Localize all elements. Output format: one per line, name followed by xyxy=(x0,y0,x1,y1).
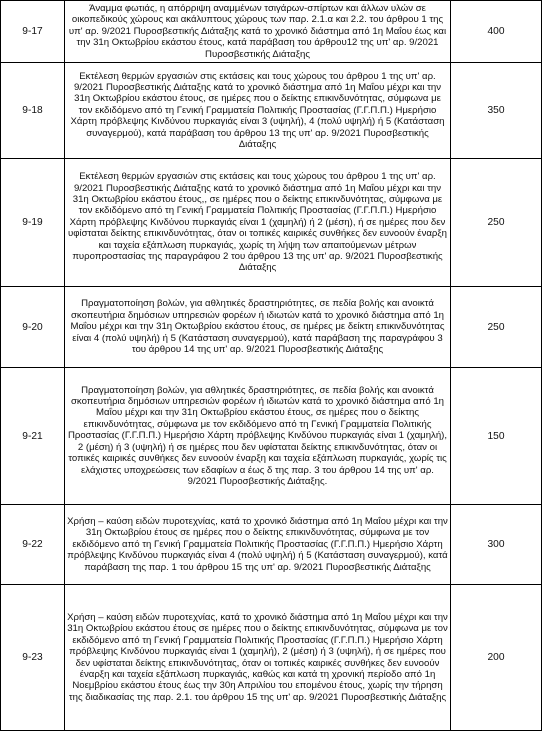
violation-code: 9-22 xyxy=(1,505,65,585)
table-row xyxy=(1,287,542,368)
violation-code: 9-21 xyxy=(1,368,65,505)
fine-amount: 300 xyxy=(451,505,542,585)
fine-amount: 250 xyxy=(451,159,542,287)
table-row xyxy=(1,159,542,287)
table-row xyxy=(1,505,542,585)
violation-description: Πραγματοποίηση βολών, για αθλητικές δραστηριότητες, σε πεδία βολής και ανοικτά σκοπευτήρια δημόσιων υπηρεσιών φορέων ή ιδιωτών κατά το χρονικό διάστημα από 1η Μαΐου μέχρι και την 31η Οκτωβρίου εκάστου έτους, σε ημέρες που ο δείκτης επικινδυνότητας, σύμφωνα με τον εκδιδόμενο από τη Γενική Γραμματεία Πολιτικής Προστασίας (Γ.Γ.Π.Π.) Ημερήσιο Χάρτη πρόβλεψης Κινδύνου πυρκαγιάς είναι 1 (χαμηλή), 2 (μέση) ή 3 (υψηλή) ή σε ημέρες που δεν υφίσταται δείκτης επικινδυνότητας, όταν οι τοπικές καιρικές συνθήκες δεν ευνοούν έναρξη και ταχεία εξάπλωση πυρκαγιάς, χωρίς τις ελάχιστες υποχρεώσεις των εδαφίων α έως δ της παρ. 3 του άρθρου 14 της υπ' αρ. 9/2021 Πυροσβεστικής Διάταξης. xyxy=(65,368,451,505)
table-row xyxy=(1,368,542,505)
violation-description: Πραγματοποίηση βολών, για αθλητικές δραστηριότητες, σε πεδία βολής και ανοικτά σκοπευτήρια δημόσιων υπηρεσιών φορέων ή ιδιωτών κατά το χρονικό διάστημα από 1η Μαΐου μέχρι και την 31η Οκτωβρίου εκάστου έτους, σε ημέρες με δείκτη επικινδυνότητας είναι 4 (πολύ υψηλή) ή 5 (Κατάσταση συναγερμού), κατά παράβαση της παραγράφου 3 του άρθρου 14 της υπ' αρ. 9/2021 Πυροσβεστικής Διάταξης xyxy=(65,287,451,368)
violation-code: 9-23 xyxy=(1,585,65,731)
fine-amount: 200 xyxy=(451,585,542,731)
violation-description: Άναμμα φωτιάς, η απόρριψη αναμμένων τσιγάρων-σπίρτων και άλλων υλών σε οικοπεδικούς χώρους και ακάλυπτους χώρους των παρ. 2.1.α και 2.2. του άρθρου 1 της υπ' αρ. 9/2021 Πυροσβεστικής Διάταξης κατά το χρονικό διάστημα από 1η Μαΐου έως και την 31η Οκτωβρίου εκάστου έτους, κατά παράβαση του άρθρου12 της υπ' αρ. 9/2021 Πυροσβεστικής Διάταξης xyxy=(65,1,451,63)
violation-description: Εκτέλεση θερμών εργασιών στις εκτάσεις και τους χώρους του άρθρου 1 της υπ' αρ. 9/2021 Πυροσβεστικής Διάταξης κατά το χρονικό διάστημα από 1η Μαΐου μέχρι και την 31η Οκτωβρίου εκάστου έτους,, σε ημέρες που ο δείκτης επικινδυνότητας, σύμφωνα με τον εκδιδόμενο από τη Γενική Γραμματεία Πολιτικής Προστασίας (Γ.Γ.Π.Π.) Ημερήσιο Χάρτη πρόβλεψης Κινδύνου πυρκαγιάς είναι 1 (χαμηλή) ή 2 (μέση), ή σε ημέρες που δεν υφίσταται δείκτης επικινδυνότητας, όταν οι τοπικές καιρικές συνθήκες δεν ευνοούν έναρξη και ταχεία εξάπλωση πυρκαγιάς, χωρίς τη λήψη των απαιτούμενων μέτρων πυροπροστασίας της παραγράφου 2 του άρθρου 13 της υπ' αρ. 9/2021 Πυροσβεστικής Διάταξης xyxy=(65,159,451,287)
fine-amount: 400 xyxy=(451,1,542,63)
violation-code: 9-17 xyxy=(1,1,65,63)
table-row xyxy=(1,63,542,159)
fine-amount: 250 xyxy=(451,287,542,368)
violation-code: 9-20 xyxy=(1,287,65,368)
fine-amount: 350 xyxy=(451,63,542,159)
violation-description: Εκτέλεση θερμών εργασιών στις εκτάσεις και τους χώρους του άρθρου 1 της υπ' αρ. 9/2021 Πυροσβεστικής Διάταξης κατά το χρονικό διάστημα από 1η Μαΐου μέχρι και την 31η Οκτωβρίου εκάστου έτους, σε ημέρες που ο δείκτης επικινδυνότητας, σύμφωνα με τον εκδιδόμενο από τη Γενική Γραμματεία Πολιτικής Προστασίας (Γ.Γ.Π.Π.) Ημερήσιο Χάρτη πρόβλεψης Κινδύνου πυρκαγιάς είναι 3 (υψηλή), 4 (πολύ υψηλή) ή 5 (Κατάσταση συναγερμού), κατά παράβαση του άρθρου 13 της υπ' αρ. 9/2021 Πυροσβεστικής Διάταξης xyxy=(65,63,451,159)
fine-amount: 150 xyxy=(451,368,542,505)
violation-description: Χρήση – καύση ειδών πυροτεχνίας, κατά το χρονικό διάστημα από 1η Μαΐου μέχρι και την 31η Οκτωβρίου έτους σε ημέρες που ο δείκτης επικινδυνότητας, σύμφωνα με τον εκδιδόμενο από τη Γενική Γραμματεία Πολιτικής Προστασίας (Γ.Γ.Π.Π.) Ημερήσιο Χάρτη πρόβλεψης Κινδύνου πυρκαγιάς είναι 4 (πολύ υψηλή) ή 5 (Κατάσταση συναγερμού), κατά παράβαση της παρ. 1 του άρθρου 15 της υπ' αρ. 9/2021 Πυροσβεστικής Διάταξης xyxy=(65,505,451,585)
violation-code: 9-19 xyxy=(1,159,65,287)
table-row xyxy=(1,1,542,63)
table-row xyxy=(1,585,542,731)
violation-code: 9-18 xyxy=(1,63,65,159)
violation-description: Χρήση – καύση ειδών πυροτεχνίας, κατά το χρονικό διάστημα από 1η Μαΐου μέχρι και την 31η Οκτωβρίου εκάστου έτους σε ημέρες που ο δείκτης επικινδυνότητας, σύμφωνα με τον εκδιδόμενο από τη Γενική Γραμματεία Πολιτικής Προστασίας (Γ.Γ.Π.Π.) Ημερήσιο Χάρτη πρόβλεψης Κινδύνου πυρκαγιάς είναι 1 (χαμηλή), 2 (μέση) ή 3 (υψηλή), ή σε ημέρες που δεν υφίσταται δείκτης επικινδυνότητας, όταν οι τοπικές καιρικές συνθήκες δεν ευνοούν έναρξη και ταχεία εξάπλωση πυρκαγιάς, καθώς και κατά τη χρονική περίοδο από 1η Νοεμβρίου εκάστου έτους έως την 30η Απριλίου του επομένου έτους, χωρίς την τήρηση της διαδικασίας της παρ. 2.1. του άρθρου 15 της υπ' αρ. 9/2021 Πυροσβεστικής Διάταξης xyxy=(65,585,451,731)
